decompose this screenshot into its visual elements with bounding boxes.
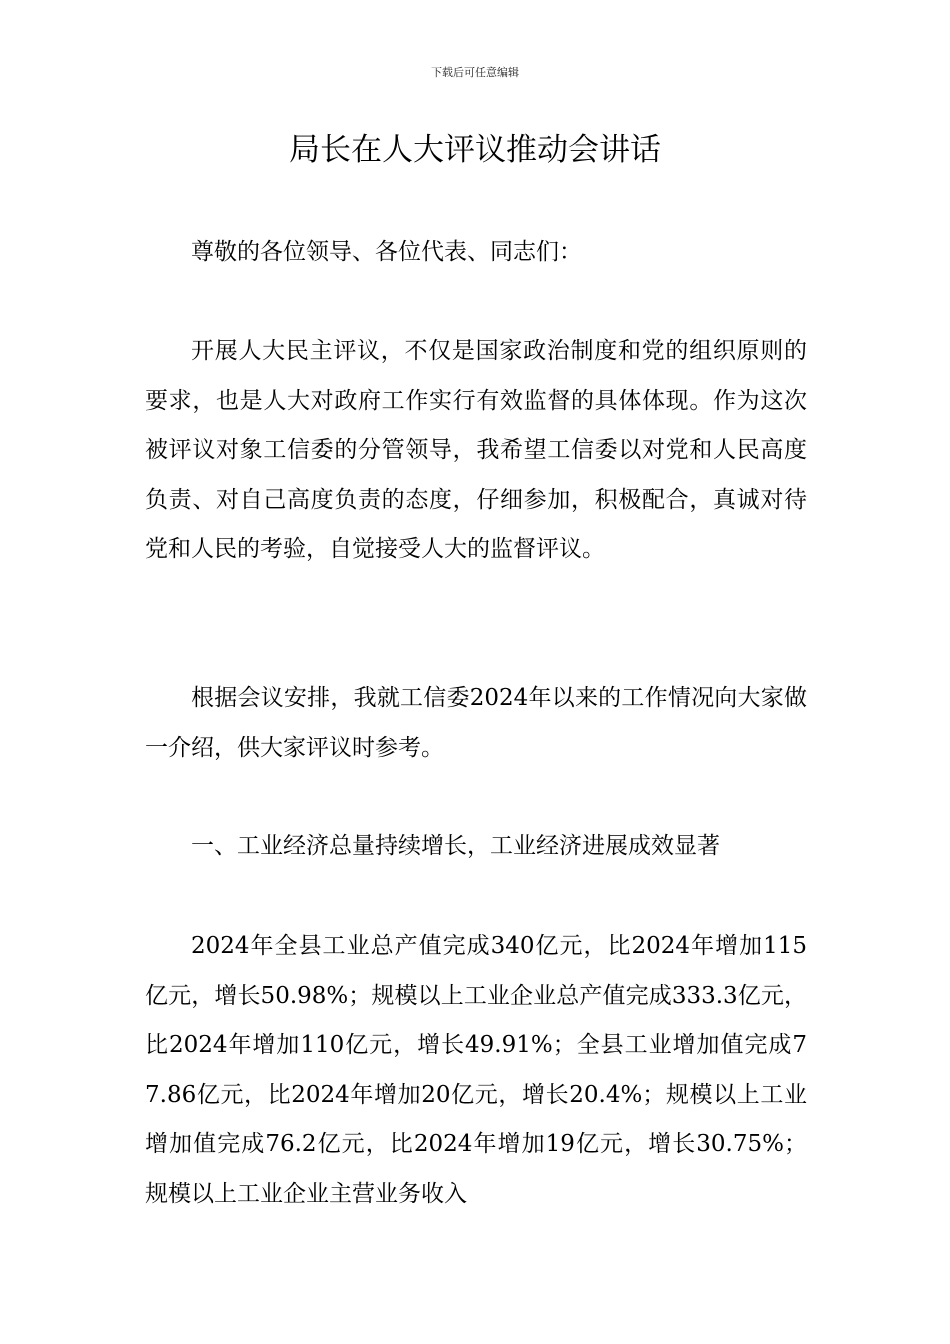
- paragraph-intro: [145, 327, 807, 575]
- paragraph-statistics: [145, 922, 807, 1219]
- paragraph-text: 开展人大民主评议，不仅是国家政治制度和党的组织原则的要求，也是人大对政府工作实行有效监督的具体体现。作为这次被评议对象工信委的分管领导，我希望工信委以对党和人民高度负责、对自己高度负责的态度，仔细参加，积极配合，真诚对待党和人民的考验，自觉接受人大的监督评议。: [145, 338, 807, 562]
- paragraph-text: 2024年全县工业总产值完成340亿元，比2024年增加115亿元，增长50.98%；规模以上工业企业总产值完成333.3亿元，比2024年增加110亿元，增长49.91%；全县工业增加值完成77.86亿元，比2024年增加20亿元，增长20.4%；规模以上工业增加值完成76.2亿元，比2024年增加19亿元，增长30.75%；规模以上工业企业主营业务收入: [145, 933, 807, 1207]
- paragraph-text: 根据会议安排，我就工信委2024年以来的工作情况向大家做一介绍，供大家评议时参考。: [145, 685, 807, 761]
- section-heading-1: [145, 822, 807, 872]
- page-title: 局长在人大评议推动会讲话: [289, 132, 661, 168]
- header-note: 下载后可任意编辑: [431, 66, 519, 79]
- salutation: [145, 228, 807, 278]
- section-heading-text: 一、工业经济总量持续增长，工业经济进展成效显著: [191, 833, 720, 859]
- paragraph-arrangement: [145, 674, 807, 773]
- salutation-text: 尊敬的各位领导、各位代表、同志们：: [191, 239, 582, 265]
